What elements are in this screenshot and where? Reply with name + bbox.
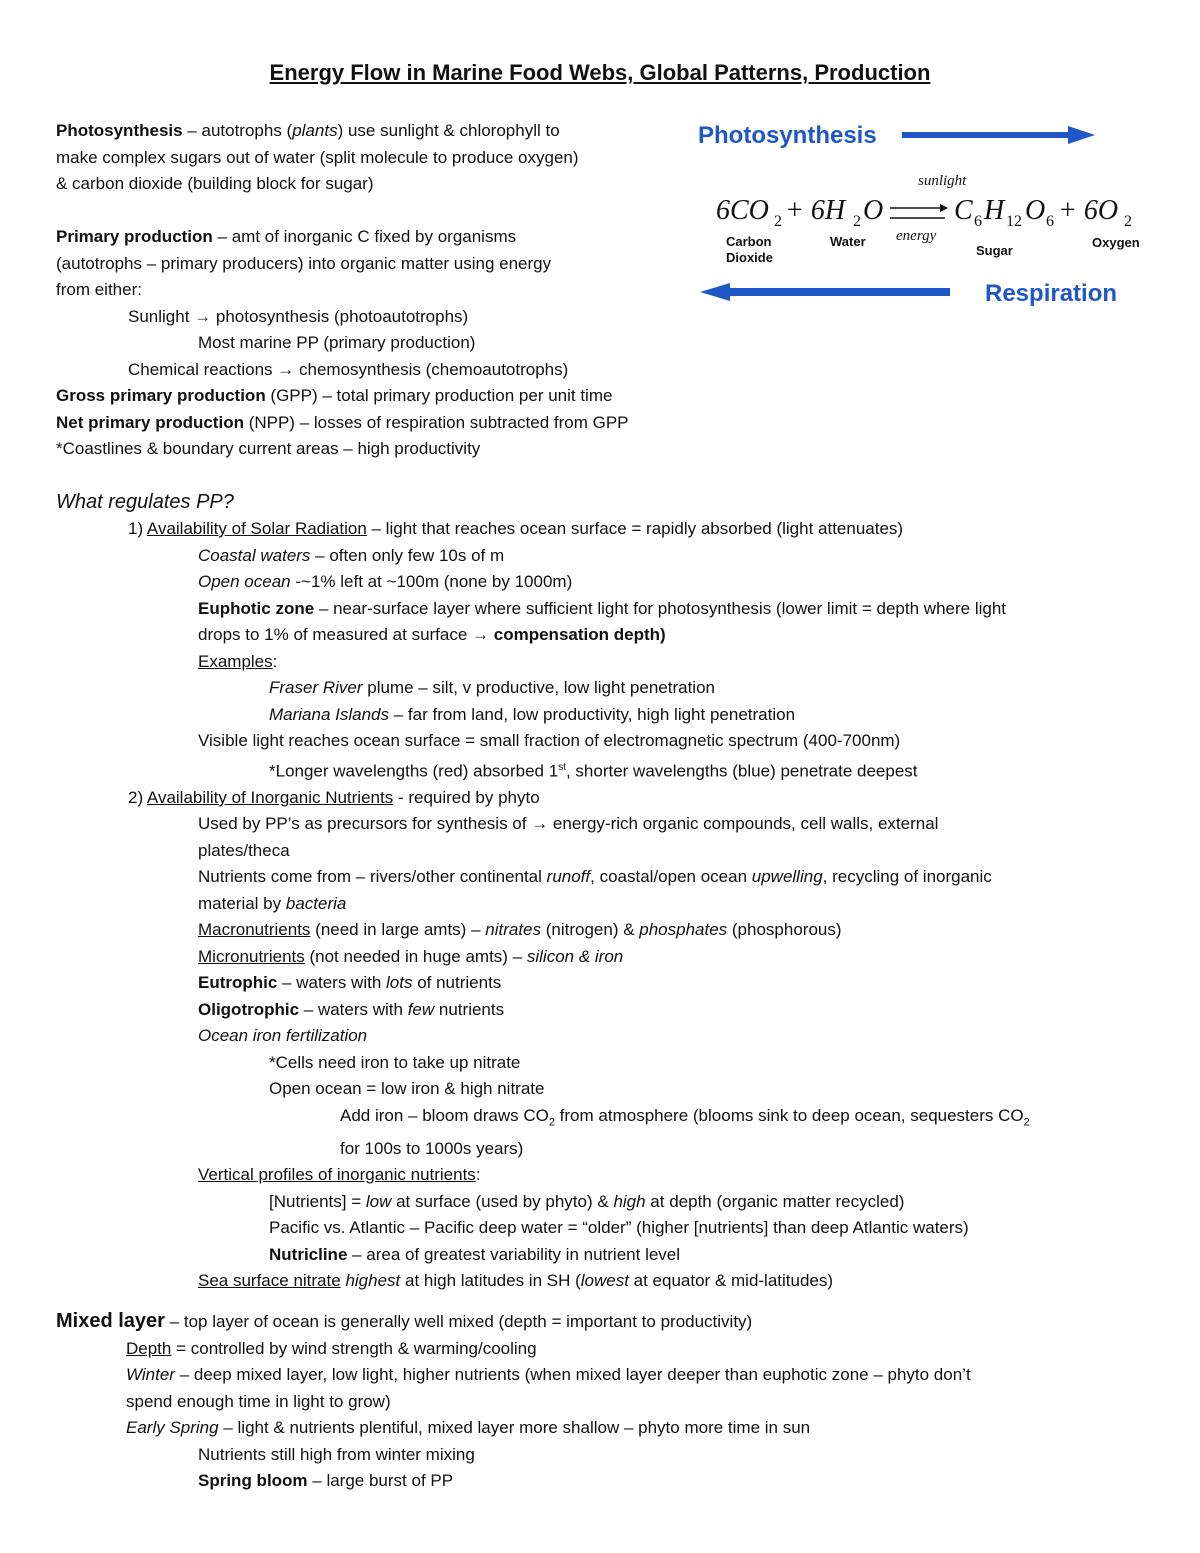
text-line: (autotrophs – primary producers) into organic matter using energy — [56, 253, 552, 273]
arrow-right-icon — [902, 126, 1095, 144]
svg-text:O: O — [1025, 195, 1046, 226]
svg-text:12: 12 — [1006, 213, 1022, 230]
svg-text:2: 2 — [853, 213, 861, 230]
text-line: [Nutrients] = low at surface (used by phyto) & high at depth (organic matter recycled) — [269, 1191, 905, 1211]
text-line: Add iron – bloom draws $CO_2$ from atmosphere (blooms sink to deep ocean, sequesters $CO_2$ — [340, 1105, 1030, 1129]
text-line: Sea surface nitrate highest at high latitudes in SH (lowest at equator & mid-latitudes) — [198, 1271, 834, 1291]
term-photosynthesis: Photosynthesis — [56, 121, 183, 140]
term-primary-production: Primary production — [56, 227, 213, 246]
text-line: Depth = controlled by wind strength & warming/cooling — [126, 1338, 537, 1358]
svg-text:6: 6 — [974, 213, 982, 230]
primary-production-definition: Primary production – amt of inorganic C fixed by organisms — [56, 227, 517, 246]
text-line: *Cells need iron to take up nitrate — [269, 1052, 521, 1072]
text-line: Used by PP’s as precursors for synthesis of → energy-rich organic compounds, cell walls, external — [198, 814, 939, 834]
carbon-label: Carbon — [726, 234, 772, 249]
text-line: Mariana Islands – far from land, low productivity, high light penetration — [269, 704, 796, 724]
text-line: *Coastlines & boundary current areas – high productivity — [56, 439, 481, 458]
photosynthesis-diagram — [690, 112, 1145, 317]
text-line: Early Spring – light & nutrients plentiful, mixed layer more shallow – phyto more time in sun — [126, 1418, 811, 1437]
text-line: Open ocean -~1% left at ~100m (none by 1000m) — [198, 572, 573, 591]
text-line: Fraser River plume – silt, v productive, low light penetration — [269, 678, 715, 697]
gpp-definition: Gross primary production (GPP) – total primary production per unit time — [56, 386, 613, 405]
text-line: Pacific vs. Atlantic – Pacific deep water = “older” (higher [nutrients] than deep Atlantic waters) — [269, 1218, 969, 1238]
text-line: material by bacteria — [198, 893, 347, 913]
svg-text:O: O — [863, 195, 884, 226]
mixed-layer-section — [56, 1308, 1150, 1495]
text-line: Chemical reactions → chemosynthesis (chemoautotrophs) — [128, 359, 569, 379]
photosynthesis-label: Photosynthesis — [698, 122, 877, 149]
double-arrow-icon — [890, 204, 948, 218]
text-line: plates/theca — [198, 840, 290, 860]
text-line: Nutrients come from – rivers/other continental runoff, coastal/open ocean upwelling, recycling of inorganic — [198, 867, 992, 887]
sugar-label: Sugar — [976, 243, 1013, 258]
text-line: Examples: — [198, 651, 278, 671]
regulates-section — [56, 488, 1150, 1295]
section-heading: What regulates PP? — [56, 491, 234, 513]
text-line: Most marine PP (primary production) — [198, 333, 476, 352]
page-title: Energy Flow in Marine Food Webs, Global Patterns, Production — [269, 60, 931, 85]
section-heading: Mixed layer – top layer of ocean is generally well mixed (depth = important to productivity) — [56, 1310, 753, 1332]
text-line: *Longer wavelengths (red) absorbed 1st, shorter wavelengths (blue) penetrate deepest — [269, 761, 918, 781]
svg-text:C: C — [954, 195, 973, 226]
text-line: drops to 1% of measured at surface → compensation depth) — [198, 625, 666, 644]
dioxide-label: Dioxide — [726, 250, 773, 265]
text-line: Euphotic zone – near-surface layer where sufficient light for photosynthesis (lower limit = depth where light — [198, 598, 1007, 618]
text-line: Visible light reaches ocean surface = small fraction of electromagnetic spectrum (400-700nm) — [198, 731, 901, 750]
text-line: Nutrients still high from winter mixing — [198, 1444, 475, 1464]
solar-radiation-line: 1) Availability of Solar Radiation – light that reaches ocean surface = rapidly absorbed (light attenuates) — [128, 519, 904, 538]
text-line: Sunlight → photosynthesis (photoautotrophs) — [128, 306, 469, 326]
text-line: from either: — [56, 280, 142, 299]
svg-text:+ 6H: + 6H — [785, 195, 846, 226]
energy-label: energy — [896, 228, 937, 244]
npp-definition: Net primary production (NPP) – losses of respiration subtracted from GPP — [56, 412, 629, 432]
oxygen-label: Oxygen — [1092, 235, 1140, 250]
svg-text:6CO: 6CO — [716, 195, 769, 226]
text-line: for 100s to 1000s years) — [340, 1138, 524, 1158]
text-line: make complex sugars out of water (split molecule to produce oxygen) — [56, 147, 579, 167]
text-line: Oligotrophic – waters with few nutrients — [198, 999, 505, 1019]
sunlight-label: sunlight — [918, 173, 967, 189]
svg-text:2: 2 — [774, 213, 782, 230]
text-line: Winter – deep mixed layer, low light, higher nutrients (when mixed layer deeper than euphotic zone – phyto don’t — [126, 1365, 971, 1384]
text-line: Open ocean = low iron & high nitrate — [269, 1079, 545, 1099]
svg-text:+ 6O: + 6O — [1058, 195, 1119, 226]
text-line: spend enough time in light to grow) — [126, 1391, 391, 1411]
text-line: Vertical profiles of inorganic nutrients: — [198, 1165, 481, 1185]
respiration-label: Respiration — [985, 280, 1118, 307]
text-line: Ocean iron fertilization — [198, 1026, 368, 1046]
svg-text:6: 6 — [1046, 213, 1054, 230]
inorganic-nutrients-line: 2) Availability of Inorganic Nutrients - required by phyto — [128, 787, 540, 807]
water-label: Water — [830, 234, 866, 249]
svg-text:H: H — [984, 195, 1005, 226]
text-line: & carbon dioxide (building block for sugar) — [56, 174, 374, 193]
arrow-left-icon — [700, 283, 950, 301]
text-line: Eutrophic – waters with lots of nutrients — [198, 973, 502, 993]
svg-text:2: 2 — [1124, 213, 1132, 230]
text-line: Micronutrients (not needed in huge amts) – silicon & iron — [198, 946, 624, 966]
text-line: Spring bloom – large burst of PP — [198, 1471, 454, 1490]
text-line: Nutricline – area of greatest variability in nutrient level — [269, 1244, 681, 1264]
text-line: Coastal waters – often only few 10s of m — [198, 545, 505, 565]
photosynthesis-definition: Photosynthesis – autotrophs (plants) use sunlight & chlorophyll to — [56, 121, 560, 140]
text-line: Macronutrients (need in large amts) – nitrates (nitrogen) & phosphates (phosphorous) — [198, 920, 842, 940]
